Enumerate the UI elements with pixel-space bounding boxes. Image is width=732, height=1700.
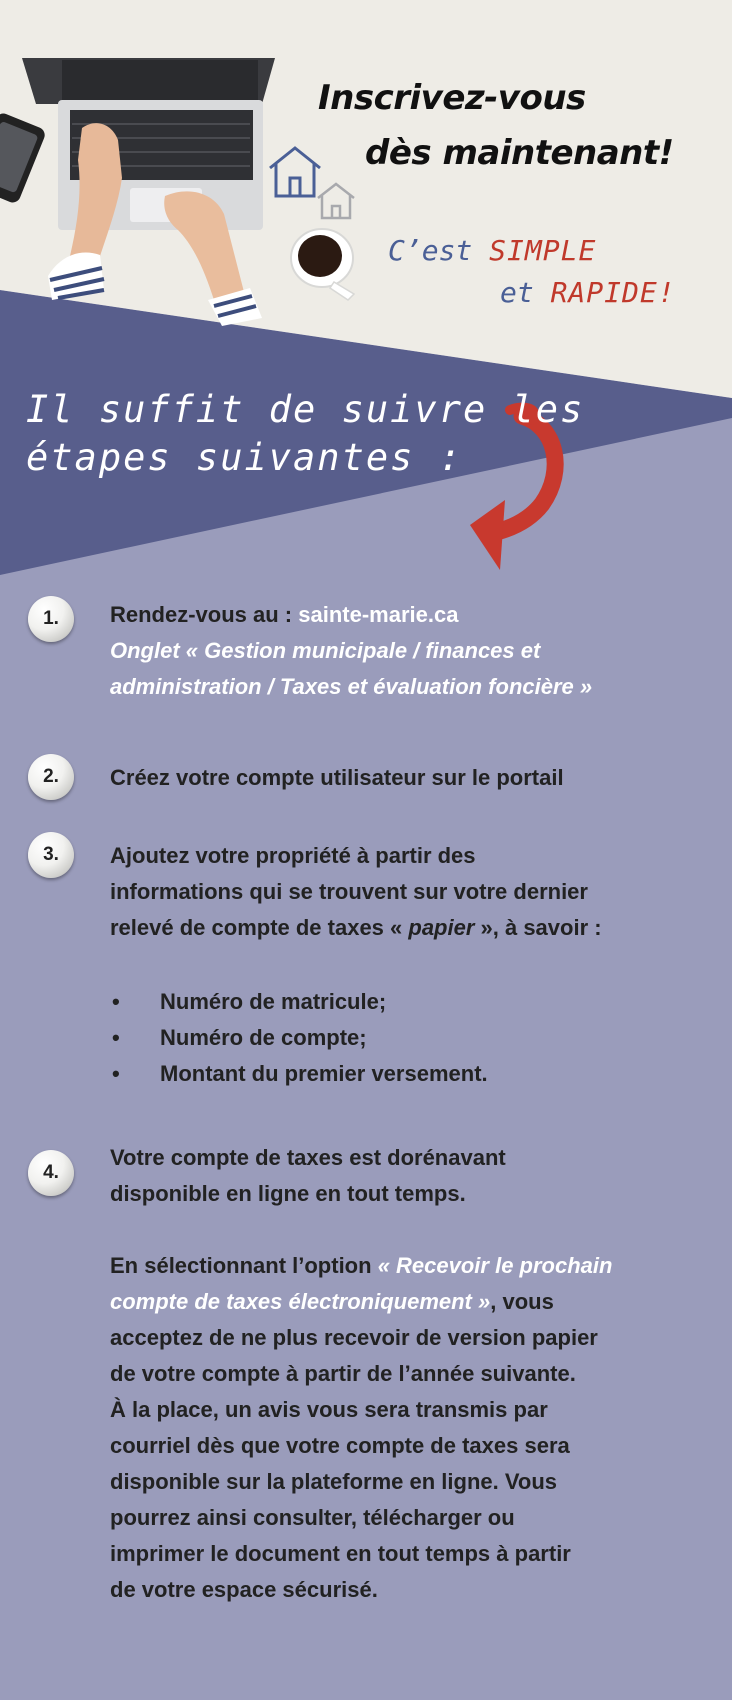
bullet-item [110, 984, 386, 1020]
step-4-rest-line: imprimer le document en tout temps à partir [110, 1541, 571, 1566]
step-4-number: 4. [28, 1150, 74, 1196]
step-2-text: Créez votre compte utilisateur sur le portail [110, 765, 564, 790]
step-4-details [110, 1248, 710, 1608]
step-1-text [110, 597, 710, 705]
step-3-line1: Ajoutez votre propriété à partir des [110, 843, 476, 868]
step-3-text [110, 838, 710, 946]
page-title-line2: dès maintenant! [365, 133, 674, 173]
slogan-prefix: C’est [388, 234, 490, 267]
step-4-rest-line: pourrez ainsi consulter, télécharger ou [110, 1505, 515, 1530]
bullet-dot: • [112, 989, 120, 1014]
step-1-tab-line1: Onglet « Gestion municipale / finances et [110, 638, 541, 663]
step-4-option-line2: compte de taxes électroniquement » [110, 1289, 491, 1314]
bullet-dot: • [112, 1025, 120, 1050]
laptop-icon [22, 58, 275, 230]
website-link[interactable]: sainte-marie.ca [298, 602, 459, 627]
step-4-rest-line: de votre compte à partir de l’année suivante. [110, 1361, 576, 1386]
step-4-option-line1: « Recevoir le prochain [377, 1253, 613, 1278]
bullet-item [110, 1020, 367, 1056]
step-1-number: 1. [28, 596, 74, 642]
step-3-line3-pre: relevé de compte de taxes « [110, 915, 409, 940]
step-4-rest-line: À la place, un avis vous sera transmis par [110, 1397, 548, 1422]
step-1-prefix: Rendez-vous au : [110, 602, 299, 627]
step-4-rest-line: acceptez de ne plus recevoir de version papier [110, 1325, 598, 1350]
step-4-rest-line: de votre espace sécurisé. [110, 1577, 378, 1602]
bullet-text: Numéro de matricule; [160, 989, 387, 1014]
step-2-number: 2. [28, 754, 74, 800]
banner-line1: Il suffit de suivre les [26, 388, 585, 431]
bullet-text: Numéro de compte; [160, 1025, 367, 1050]
page-title-line1: Inscrivez-vous [318, 78, 586, 118]
slogan-simple: SIMPLE [489, 234, 597, 267]
step-4-rest-line: courriel dès que votre compte de taxes sera [110, 1433, 570, 1458]
step-3-line2: informations qui se trouvent sur votre dernier [110, 879, 588, 904]
step-4-line2: disponible en ligne en tout temps. [110, 1181, 466, 1206]
step-3-line3-post: », à savoir : [474, 915, 602, 940]
step-4-rest-line: disponible sur la plateforme en ligne. Vous [110, 1469, 558, 1494]
bullet-dot: • [112, 1061, 120, 1086]
step-4-option-post: , vous [490, 1289, 554, 1314]
step-4-line1: Votre compte de taxes est dorénavant [110, 1145, 506, 1170]
slogan-line1 [388, 234, 596, 267]
bullet-text: Montant du premier versement. [160, 1061, 488, 1086]
step-3-number: 3. [28, 832, 74, 878]
banner-line2: étapes suivantes : [26, 436, 463, 479]
bullet-item [110, 1056, 488, 1092]
step-1-tab-line2: administration / Taxes et évaluation foncière » [110, 674, 593, 699]
slogan-et: et [500, 276, 551, 309]
step-3-line3-italic: papier [408, 915, 475, 940]
step-4-text [110, 1140, 710, 1212]
step-4-option-pre: En sélectionnant l’option [110, 1253, 378, 1278]
slogan-rapide: RAPIDE! [550, 276, 676, 309]
slogan-line2 [500, 276, 676, 309]
